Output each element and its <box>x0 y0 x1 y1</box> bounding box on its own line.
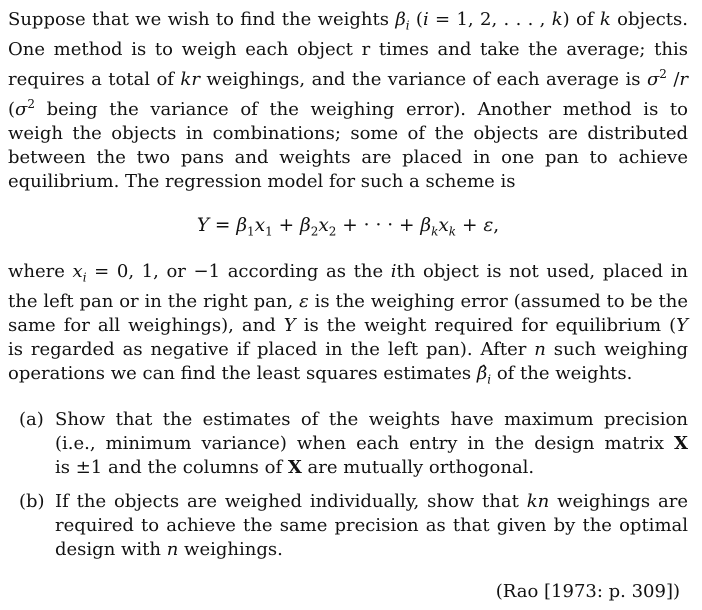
intro-line-1: Suppose that we wish to find the weights $\beta_i$ (i = 1, 2, . . . , k) of k objects. <box>8 9 689 33</box>
part-a-label: (a) <box>19 408 44 430</box>
part-b-line-3: design with n weighings. <box>55 539 283 561</box>
part-b-label: (b) <box>19 491 45 513</box>
intro-line-3: requires a total of kr weighings, and the variance of each average is $\sigma^2$ /r <box>8 66 688 90</box>
part-b-line-2: required to achieve the same precision as that given by the optimal <box>55 515 688 537</box>
part-a-line-3: is ±1 and the columns of X are mutually orthogonal. <box>55 457 535 479</box>
body-line-4: is regarded as negative if placed in the left pan). After n such weighing <box>8 339 688 361</box>
part-a-line-2: (i.e., minimum variance) when each entry in the design matrix X <box>55 433 688 454</box>
part-b-line-1: If the objects are weighed individually, show that kn weighings are <box>55 491 689 513</box>
body-line-2: the left pan or in the right pan, ε is the weighing error (assumed to be the <box>8 290 689 312</box>
body-line-1: where $x_i = 0$, 1, or −1 according as the ith object is not used, placed in <box>8 261 688 285</box>
regression-equation: $Y = \beta_1x_1 + \beta_2x_2$ + · · · + $\beta_kx_k + \varepsilon$, <box>196 215 500 239</box>
intro-line-5: weigh the objects in combinations; some of the objects are distributed <box>8 122 688 144</box>
intro-line-7: equilibrium. The regression model for such a scheme is <box>8 171 516 193</box>
body-line-5: operations we can find the least squares estimates $\betâ_i$ of the weights. <box>8 363 633 387</box>
citation: (Rao [1973: p. 309]) <box>495 581 680 603</box>
part-b <box>8 490 688 562</box>
intro-line-4: ($\sigma^2$ being the variance of the weighing error). Another method is to <box>8 96 688 120</box>
part-a-line-1: Show that the estimates of the weights have maximum precision <box>55 408 688 430</box>
body-paragraph <box>8 260 688 392</box>
intro-paragraph <box>8 8 688 194</box>
body-line-3: same for all weighings), and Y is the weight required for equilibrium (Y <box>8 315 688 337</box>
intro-line-2: One method is to weigh each object r times and take the average; this <box>8 38 688 60</box>
part-a <box>8 408 688 480</box>
intro-line-6: between the two pans and weights are placed in one pan to achieve <box>8 147 688 169</box>
